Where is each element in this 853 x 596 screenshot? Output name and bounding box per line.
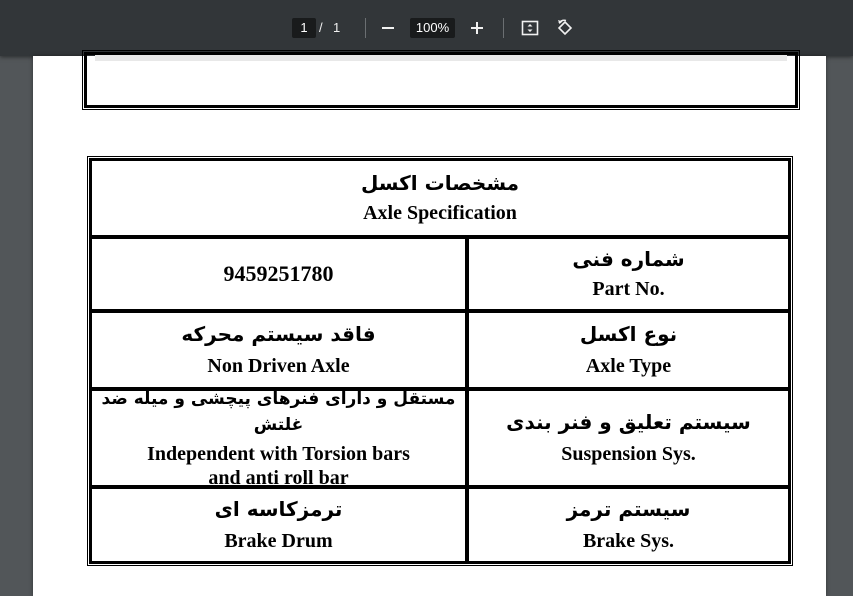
rotate-button[interactable] <box>553 16 577 40</box>
label-en: Suspension Sys. <box>561 443 696 465</box>
label-fa: سیستم ترمز <box>566 497 691 521</box>
toolbar-divider <box>503 18 504 38</box>
part-number: 9459251780 <box>223 261 334 286</box>
value-fa: مستقل و دارای فنرهای پیچشی و میله ضد غلتش <box>101 389 456 435</box>
table-header <box>90 159 790 237</box>
toolbar-divider <box>365 18 366 38</box>
table-title-en: Axle Specification <box>363 202 517 224</box>
fit-page-icon <box>521 19 539 37</box>
previous-table-bottom <box>84 52 798 108</box>
value-cell-part-no <box>90 237 467 311</box>
label-cell-suspension <box>467 389 790 487</box>
value-cell-suspension <box>90 389 467 487</box>
label-fa: نوع اکسل <box>579 322 678 346</box>
gray-band <box>95 55 787 61</box>
zoom-level-input[interactable]: 100% <box>410 18 455 38</box>
label-fa: شماره فنی <box>572 247 685 271</box>
label-fa: سیستم تعلیق و فنر بندی <box>506 410 751 434</box>
pdf-page <box>33 56 826 596</box>
pdf-toolbar <box>0 0 853 56</box>
value-fa: ترمزکاسه ای <box>214 497 343 521</box>
label-cell-brake <box>467 487 790 563</box>
label-en: Part No. <box>592 278 665 300</box>
page-number-input[interactable]: 1 <box>292 18 316 38</box>
value-cell-brake <box>90 487 467 563</box>
value-cell-axle-type <box>90 311 467 389</box>
fit-page-button[interactable] <box>518 16 542 40</box>
zoom-in-button[interactable] <box>465 16 489 40</box>
label-en: Brake Sys. <box>582 530 675 552</box>
rotate-icon <box>556 19 574 37</box>
value-fa: فاقد سیستم محرکه <box>181 322 376 346</box>
zoom-out-button[interactable] <box>376 16 400 40</box>
page-separator: / <box>319 20 323 35</box>
value-en-line1: Independent with Torsion bars <box>147 443 410 465</box>
table-title-fa: مشخصات اکسل <box>360 171 520 195</box>
total-pages: 1 <box>333 20 341 35</box>
plus-icon <box>470 21 484 35</box>
minus-icon <box>381 21 395 35</box>
value-en: Non Driven Axle <box>207 355 350 377</box>
value-en: Brake Drum <box>224 530 333 552</box>
label-cell-part-no <box>467 237 790 311</box>
label-en: Axle Type <box>585 355 672 377</box>
value-en-line2: and anti roll bar <box>208 467 349 489</box>
label-cell-axle-type <box>467 311 790 389</box>
axle-spec-table <box>87 156 793 566</box>
